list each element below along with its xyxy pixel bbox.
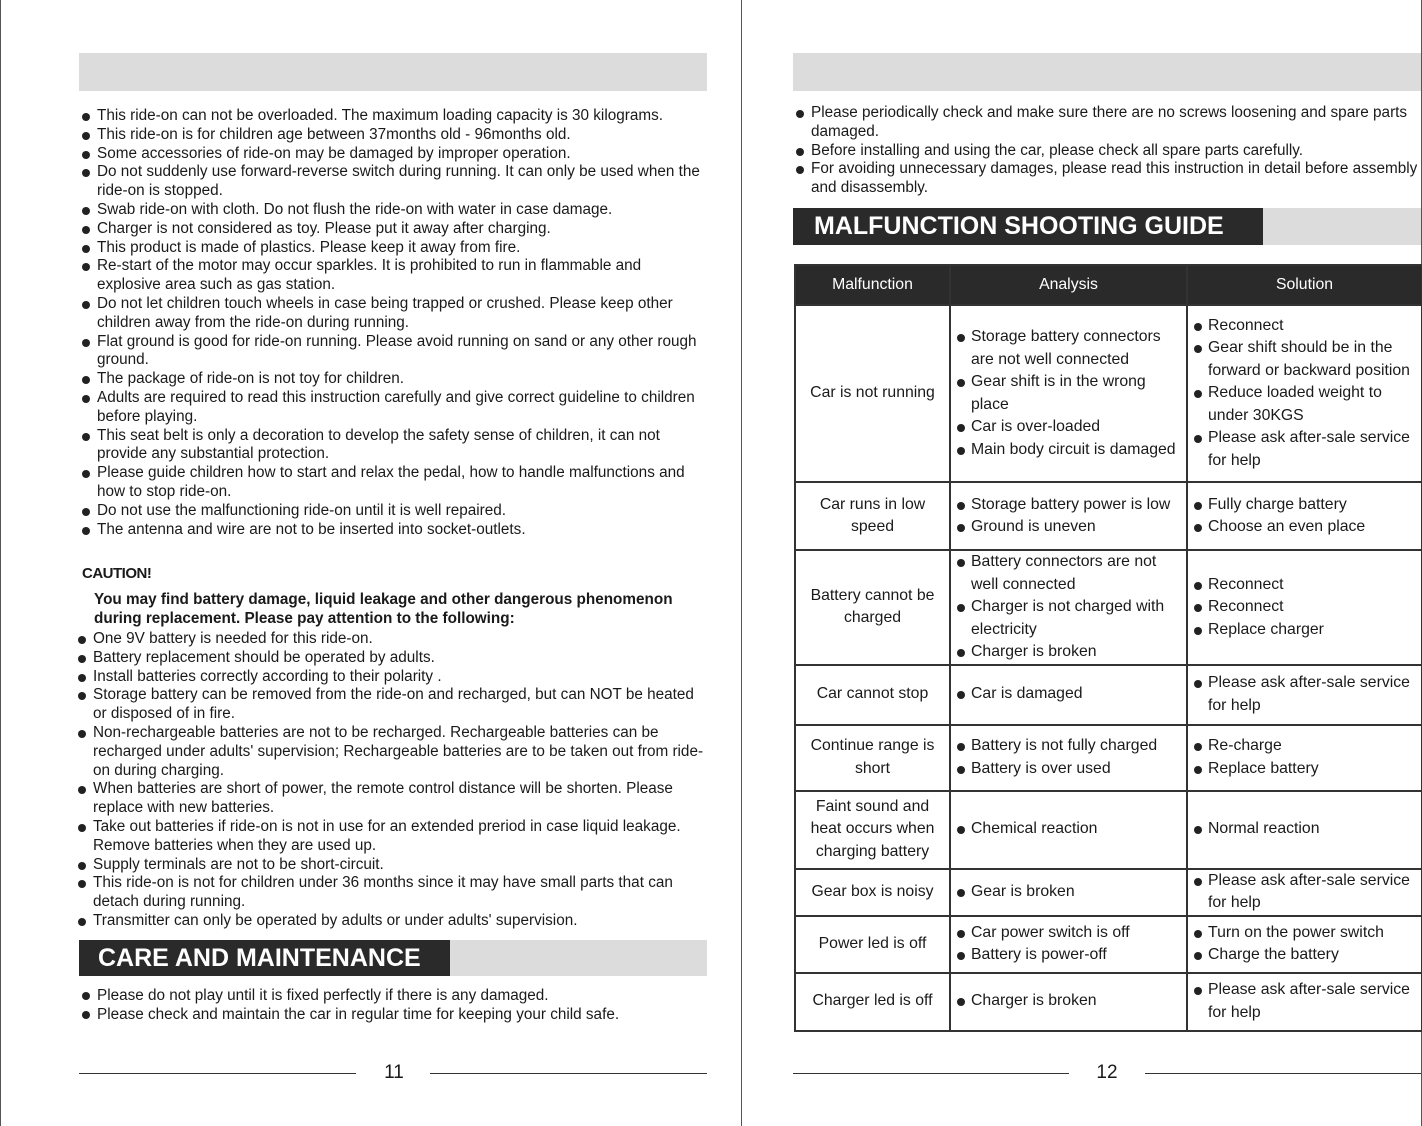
right-footer-line-left	[793, 1073, 1069, 1074]
analysis-item: Charger is broken	[955, 990, 1182, 1013]
safety-list	[79, 107, 709, 539]
caution-title: CAUTION!	[82, 565, 152, 582]
caution-item: This ride-on is not for children under 36 months since it may have small parts that can detach during running.	[75, 874, 707, 912]
solution-item: Replace battery	[1192, 758, 1417, 781]
solution-item: Turn on the power switch	[1192, 922, 1417, 945]
left-header-bar	[79, 53, 707, 91]
table-row	[795, 791, 1422, 869]
solution-item: Replace charger	[1192, 619, 1417, 642]
solution-cell	[1187, 550, 1422, 665]
safety-item: This ride-on is for children age between 37months old - 96months old.	[79, 126, 709, 145]
solution-cell	[1187, 305, 1422, 482]
analysis-item: Ground is uneven	[955, 516, 1182, 539]
table-row	[795, 869, 1422, 916]
analysis-item: Battery is over used	[955, 758, 1182, 781]
analysis-cell	[950, 869, 1187, 916]
analysis-cell	[950, 916, 1187, 973]
caution-item: Storage battery can be removed from the ride-on and recharged, but can NOT be heated or disposed of in fire.	[75, 686, 707, 724]
safety-item: Adults are required to read this instruction carefully and give correct guideline to children before playing.	[79, 389, 709, 427]
analysis-item: Car is over-loaded	[955, 416, 1182, 439]
right-header-bar	[793, 53, 1421, 91]
caution-item: When batteries are short of power, the remote control distance will be shorten. Please replace with new batteries.	[75, 780, 707, 818]
solution-item: Gear shift should be in the forward or backward position	[1192, 337, 1417, 382]
care-list	[79, 986, 707, 1024]
malfunction-cell: Battery cannot be charged	[795, 550, 950, 665]
caution-item: Supply terminals are not to be short-circuit.	[75, 856, 707, 875]
analysis-cell	[950, 725, 1187, 791]
malfunction-cell: Car is not running	[795, 305, 950, 482]
analysis-item: Car is damaged	[955, 683, 1182, 706]
solution-item: Re-charge	[1192, 735, 1417, 758]
analysis-item: Chemical reaction	[955, 818, 1182, 841]
safety-item: The package of ride-on is not toy for children.	[79, 370, 709, 389]
solution-item: Fully charge battery	[1192, 494, 1417, 517]
malfunction-cell: Gear box is noisy	[795, 869, 950, 916]
safety-item: Swab ride-on with cloth. Do not flush the ride-on with water in case damage.	[79, 201, 709, 220]
solution-cell	[1187, 725, 1422, 791]
solution-item: Please ask after-sale service for help	[1192, 870, 1417, 915]
analysis-item: Battery is not fully charged	[955, 735, 1182, 758]
left-page-border	[0, 0, 1, 1126]
safety-item: Re-start of the motor may occur sparkles. It is prohibited to run in flammable and explosive area such as gas station.	[79, 257, 709, 295]
solution-cell	[1187, 791, 1422, 869]
solution-cell	[1187, 665, 1422, 725]
safety-item: This seat belt is only a decoration to develop the safety sense of children, it can not provide any substantial protection.	[79, 427, 709, 465]
safety-item: Do not use the malfunctioning ride-on until it is well repaired.	[79, 502, 709, 521]
analysis-item: Battery is power-off	[955, 944, 1182, 967]
caution-item: Battery replacement should be operated by adults.	[75, 649, 707, 668]
solution-item: Please ask after-sale service for help	[1192, 979, 1417, 1024]
caution-item: Take out batteries if ride-on is not in use for an extended preriod in case liquid leakage. Remove batteries when they are used up.	[75, 818, 707, 856]
safety-item: Please guide children how to start and relax the pedal, how to handle malfunctions and how to stop ride-on.	[79, 464, 709, 502]
table-row	[795, 973, 1422, 1031]
analysis-cell	[950, 791, 1187, 869]
maintenance-list	[793, 104, 1421, 198]
analysis-cell	[950, 550, 1187, 665]
malfunction-cell: Faint sound and heat occurs when charging battery	[795, 791, 950, 869]
analysis-cell	[950, 665, 1187, 725]
malfunction-table	[794, 264, 1422, 1032]
analysis-item: Charger is broken	[955, 641, 1182, 664]
analysis-item: Battery connectors are not well connected	[955, 551, 1182, 596]
analysis-item: Charger is not charged with electricity	[955, 596, 1182, 641]
analysis-item: Gear shift is in the wrong place	[955, 371, 1182, 416]
solution-cell	[1187, 916, 1422, 973]
table-header-row	[795, 265, 1422, 305]
solution-item: Please ask after-sale service for help	[1192, 672, 1417, 717]
solution-item: Please ask after-sale service for help	[1192, 427, 1417, 472]
malfunction-cell: Car runs in low speed	[795, 482, 950, 550]
solution-item: Normal reaction	[1192, 818, 1417, 841]
page-divider	[741, 0, 742, 1126]
safety-item: Some accessories of ride-on may be damaged by improper operation.	[79, 145, 709, 164]
analysis-item: Storage battery power is low	[955, 494, 1182, 517]
safety-item: Do not suddenly use forward-reverse switch during running. It can only be used when the ride-on is stopped.	[79, 163, 709, 201]
safety-item: Charger is not considered as toy. Please put it away after charging.	[79, 220, 709, 239]
solution-item: Reconnect	[1192, 574, 1417, 597]
table-row	[795, 725, 1422, 791]
caution-item: Non-rechargeable batteries are not to be recharged. Rechargeable batteries can be recharged under adults' supervision; Rechargeable batteries are to be taken out from ride-on during charging.	[75, 724, 707, 780]
page-number-left: 11	[384, 1062, 404, 1083]
analysis-cell	[950, 305, 1187, 482]
page-number-right: 12	[1096, 1062, 1118, 1083]
maintenance-item: For avoiding unnecessary damages, please read this instruction in detail before assembly and disassembly.	[793, 160, 1421, 198]
maintenance-item: Please periodically check and make sure there are no screws loosening and spare parts damaged.	[793, 104, 1421, 142]
care-item: Please do not play until it is fixed perfectly if there is any damaged.	[79, 986, 707, 1005]
caution-list	[75, 630, 707, 931]
left-footer-line-right	[430, 1073, 707, 1074]
solution-cell	[1187, 869, 1422, 916]
solution-cell	[1187, 973, 1422, 1031]
care-heading: CARE AND MAINTENANCE	[79, 940, 450, 976]
safety-item: This ride-on can not be overloaded. The maximum loading capacity is 30 kilograms.	[79, 107, 709, 126]
safety-item: Do not let children touch wheels in case being trapped or crushed. Please keep other children away from the ride-on during running.	[79, 295, 709, 333]
analysis-item: Storage battery connectors are not well connected	[955, 326, 1182, 371]
table-row	[795, 665, 1422, 725]
solution-cell	[1187, 482, 1422, 550]
solution-item: Reconnect	[1192, 596, 1417, 619]
malfunction-cell: Car cannot stop	[795, 665, 950, 725]
analysis-item: Main body circuit is damaged	[955, 439, 1182, 462]
caution-item: Install batteries correctly according to their polarity .	[75, 668, 707, 687]
column-header-solution: Solution	[1187, 265, 1422, 305]
solution-item: Charge the battery	[1192, 944, 1417, 967]
left-footer-line-left	[79, 1073, 356, 1074]
right-footer-line-right	[1145, 1073, 1421, 1074]
malfunction-cell: Charger led is off	[795, 973, 950, 1031]
caution-item: One 9V battery is needed for this ride-on.	[75, 630, 707, 649]
solution-item: Choose an even place	[1192, 516, 1417, 539]
table-row	[795, 482, 1422, 550]
guide-heading: MALFUNCTION SHOOTING GUIDE	[793, 208, 1263, 245]
safety-item: Flat ground is good for ride-on running. Please avoid running on sand or any other rough ground.	[79, 333, 709, 371]
analysis-cell	[950, 973, 1187, 1031]
column-header-analysis: Analysis	[950, 265, 1187, 305]
analysis-item: Gear is broken	[955, 881, 1182, 904]
solution-item: Reconnect	[1192, 315, 1417, 338]
safety-item: The antenna and wire are not to be inserted into socket-outlets.	[79, 521, 709, 540]
analysis-cell	[950, 482, 1187, 550]
column-header-malfunction: Malfunction	[795, 265, 950, 305]
analysis-item: Car power switch is off	[955, 922, 1182, 945]
solution-item: Reduce loaded weight to under 30KGS	[1192, 382, 1417, 427]
table-row	[795, 305, 1422, 482]
malfunction-cell: Continue range is short	[795, 725, 950, 791]
table-row	[795, 916, 1422, 973]
caution-item: Transmitter can only be operated by adults or under adults' supervision.	[75, 912, 707, 931]
caution-intro: You may find battery damage, liquid leakage and other dangerous phenomenon during replacement. Please pay attention to the following:	[94, 591, 673, 627]
malfunction-cell: Power led is off	[795, 916, 950, 973]
safety-item: This product is made of plastics. Please keep it away from fire.	[79, 239, 709, 258]
care-item: Please check and maintain the car in regular time for keeping your child safe.	[79, 1005, 707, 1024]
table-row	[795, 550, 1422, 665]
maintenance-item: Before installing and using the car, please check all spare parts carefully.	[793, 142, 1421, 161]
